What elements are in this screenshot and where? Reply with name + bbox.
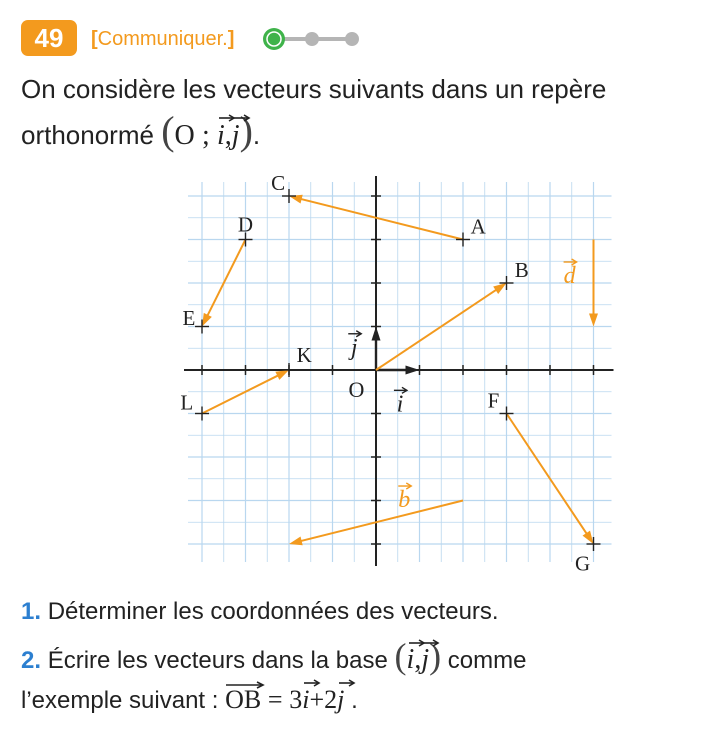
frame-vector-i: i [217,119,225,153]
free-vector-label-d: d [563,263,576,289]
points [180,171,600,576]
paren-open: ( [161,108,175,153]
paren-close: ) [239,108,253,153]
frame-origin: O [174,120,195,151]
question-2 [21,636,527,677]
point-label-A: A [470,214,486,239]
question-text-after: comme [447,647,527,674]
category-label: Communiquer. [97,28,228,50]
example-end: . [351,687,358,714]
unit-vector-i-head [406,366,420,375]
vector-figure [160,152,650,582]
question-number: 1. [21,598,42,625]
exercise-category: [Communiquer.] [91,28,235,50]
difficulty-dot-3 [345,32,359,46]
example-equals: = [267,685,283,714]
example-coef-j: 2 [324,685,338,714]
basis-comma: , [414,644,422,675]
vector-0 [300,199,463,240]
difficulty-dot-2 [305,32,319,46]
point-label-B: B [514,257,529,282]
question-text: Écrire les vecteurs dans la base [47,647,388,674]
difficulty-indicator [262,27,372,51]
unit-label-j: j [350,334,358,361]
paren-open: ( [394,636,407,676]
statement-orthonorme: orthonormé [21,120,154,150]
point-label-D: D [237,212,254,237]
example-coef-i: 3 [289,685,303,714]
question-number: 2. [21,647,42,674]
example-vector-OB: OB [225,684,261,716]
question-1 [21,596,499,628]
unit-label-i: i [396,391,404,418]
point-label-E: E [182,305,196,330]
vector-4-head [583,531,594,544]
free-vector-d-head [589,314,598,327]
basis-vector-i: i [407,644,415,676]
example-plus: + [309,685,325,714]
free-vector-b [300,501,463,542]
vector-3-head [275,370,289,380]
vector-2-head [202,313,212,327]
point-label-K: K [296,342,312,367]
vector-1 [376,289,497,370]
frame-vector-j: j [232,119,240,153]
point-label-F: F [487,388,500,413]
statement-end: . [252,120,261,150]
origin-label: O [348,376,365,402]
example-vector-j: j [337,684,344,716]
statement-line-2 [21,108,261,153]
example-prefix: l’exemple suivant : [21,687,219,714]
point-label-L: L [180,390,194,415]
question-text: Déterminer les coordonnées des vecteurs. [47,598,499,625]
free-vector-label-b: b [398,487,411,514]
exercise-number-badge: 49 [21,20,77,56]
frame-separator: ; [202,120,210,151]
paren-close: ) [429,636,442,676]
point-label-C: C [271,170,286,195]
unit-vector-j-head [372,327,381,341]
statement-line-1: On considère les vecteurs suivants dans un repère [21,74,607,104]
vector-4 [507,414,588,535]
point-label-G: G [575,551,591,576]
example-line [21,684,358,717]
frame-comma: , [224,120,232,151]
basis-vector-j: j [421,644,429,676]
free-vector-b-head [289,536,303,545]
vector-1-head [493,283,506,294]
example-vector-i: i [302,684,309,716]
